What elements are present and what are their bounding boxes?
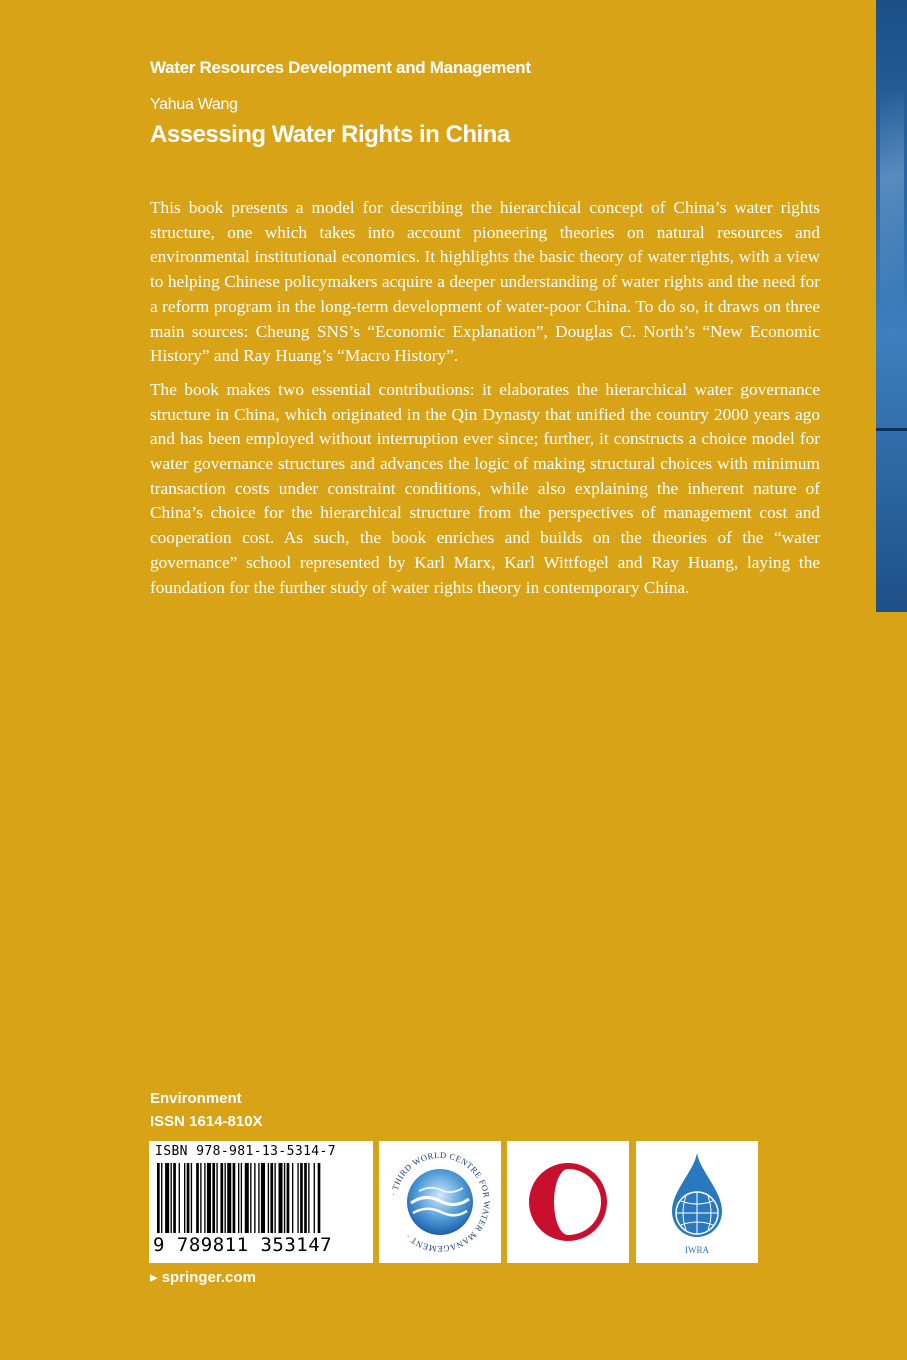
barcode-bar (173, 1163, 176, 1233)
barcode-bar (297, 1163, 298, 1233)
springer-link[interactable] (150, 1268, 256, 1286)
barcode-bar (258, 1163, 259, 1233)
barcode-bar (314, 1163, 315, 1233)
red-split-circle-icon (507, 1141, 629, 1263)
springer-link-text: springer.com (161, 1269, 256, 1286)
author-name: Yahua Wang (150, 96, 238, 113)
barcode-bar (245, 1163, 249, 1233)
barcode-bar (274, 1163, 275, 1233)
issn-label: ISSN 1614-810X (150, 1113, 263, 1130)
book-title: Assessing Water Rights in China (150, 121, 510, 148)
barcode-bar (318, 1163, 321, 1233)
third-world-centre-logo (379, 1141, 501, 1263)
blurb (150, 196, 820, 609)
blurb-paragraph-2: The book makes two essential contributions: it elaborates the hierarchical water governance structure in China, which originated in the Qin Dynasty that unified the country 2000 years ago and has been employed without interruption ever since; further, it constructs a choice model for water governance structures and advances the logic of making structural choices with minimum transaction costs under constraint conditions, while also explaining the inherent nature of China’s choice for the hierarchical structure from the perspectives of management cost and cooperation cost. As such, the book enriches and builds on the theories of the “water governance” school represented by Karl Marx, Karl Wittfogel and Ray Huang, laying the foundation for the further study of water rights theory in contemporary China. (150, 379, 820, 597)
series-title: Water Resources Development and Management (150, 58, 531, 77)
barcode-bar (254, 1163, 255, 1233)
university-logo (507, 1141, 629, 1263)
barcode-bar (292, 1163, 293, 1233)
barcode-bar (238, 1163, 239, 1233)
third-world-centre-emblem-icon (379, 1141, 501, 1263)
barcode-bar (268, 1163, 269, 1233)
barcode-bar (250, 1163, 251, 1233)
barcode-bar (241, 1163, 242, 1233)
cover-edge-divider (876, 428, 907, 431)
barcode-bar (261, 1163, 265, 1233)
barcode-bar (204, 1163, 205, 1233)
front-cover-edge (876, 0, 907, 612)
barcode-bar (191, 1163, 192, 1233)
barcode-digits: 9 789811 353147 (153, 1234, 333, 1256)
third-world-centre-text: · THIRD WORLD CENTRE FOR WATER MANAGEMENT · (388, 1149, 493, 1255)
barcode-bar (279, 1163, 283, 1233)
barcode-bar (233, 1163, 236, 1233)
barcode-bar (187, 1163, 190, 1233)
barcode-bar (161, 1163, 162, 1233)
barcode-bars (157, 1163, 365, 1233)
barcode-bar (227, 1163, 231, 1233)
barcode-bar (184, 1163, 185, 1233)
barcode-bar (212, 1163, 215, 1233)
barcode-bar (196, 1163, 199, 1233)
barcode-bar (284, 1163, 285, 1233)
barcode-bar (304, 1163, 307, 1233)
barcode-bar (157, 1163, 160, 1233)
iwra-logo (636, 1141, 758, 1263)
barcode-bar (220, 1163, 223, 1233)
barcode-bar (171, 1163, 172, 1233)
barcode-bar (270, 1163, 273, 1233)
barcode-bar (308, 1163, 309, 1233)
barcode-bar (216, 1163, 217, 1233)
barcode-bar (179, 1163, 180, 1233)
water-drop-globe-icon (636, 1141, 758, 1263)
isbn-label: ISBN 978-981-13-5314-7 (155, 1144, 336, 1159)
blurb-paragraph-1: This book presents a model for describing the hierarchical concept of China’s water rights structure, one which takes into account pioneering theories on natural resources and environmental institutional economics. It highlights the basic theory of water rights, with a view to helping Chinese policymakers acquire a deeper understanding of water rights and the need for a reform program in the long-term development of water-poor China. To do so, it draws on three main sources: Cheung SNS’s “Economic Explanation”, Douglas C. North’s “New Economic History” and Ray Huang’s “Macro History”. (150, 198, 820, 366)
barcode-bar (287, 1163, 290, 1233)
subject-label: Environment (150, 1090, 242, 1107)
barcode-bar (200, 1163, 201, 1233)
barcode (149, 1141, 373, 1263)
barcode-bar (165, 1163, 169, 1233)
barcode-bar (300, 1163, 303, 1233)
iwra-label: IWRA (685, 1245, 709, 1255)
arrow-right-icon: ▸ (150, 1269, 162, 1286)
barcode-bar (207, 1163, 211, 1233)
barcode-bar (225, 1163, 226, 1233)
cover-image-texture (880, 90, 904, 310)
